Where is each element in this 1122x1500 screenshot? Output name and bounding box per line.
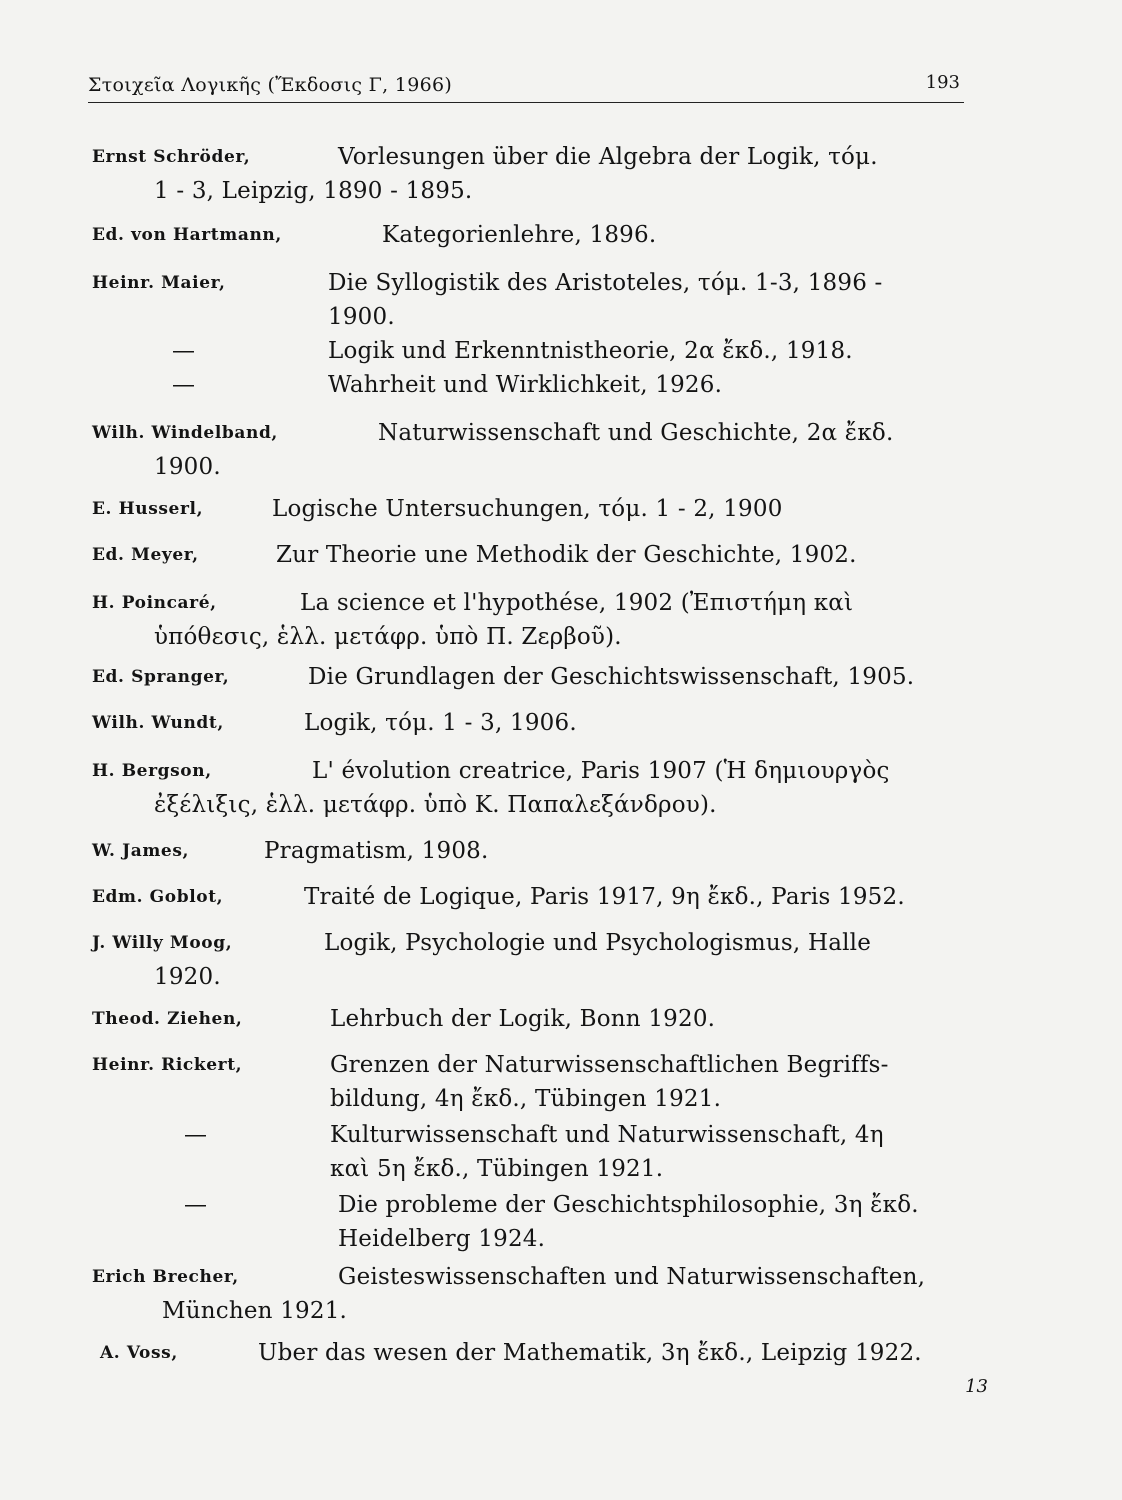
entry-line: 1 - 3, Leipzig, 1890 - 1895. <box>154 178 473 204</box>
entry-line: Heidelberg 1924. <box>338 1226 546 1252</box>
entry-author: Wilh. Windelband, <box>92 423 278 443</box>
ditto-dash: — <box>172 338 195 364</box>
entry-line: bildung, 4η ἔκδ., Tübingen 1921. <box>330 1086 722 1112</box>
entry-line: Die Grundlagen der Geschichtswissenschaft, 1905. <box>308 664 915 690</box>
entry-author: Wilh. Wundt, <box>92 713 224 733</box>
entry-author: Heinr. Maier, <box>92 273 226 293</box>
entry-line: 1900. <box>154 454 221 480</box>
entry-line: Logik, τόμ. 1 - 3, 1906. <box>304 710 577 736</box>
entry-line: Wahrheit und Wirklichkeit, 1926. <box>328 372 723 398</box>
ditto-dash: — <box>172 372 195 398</box>
entry-line: L' évolution creatrice, Paris 1907 (Ἡ δημιουργὸς <box>312 758 890 784</box>
entry-author: Ed. Spranger, <box>92 667 230 687</box>
entry-line: 1900. <box>328 304 395 330</box>
entry-line: Geisteswissenschaften und Naturwissenschaften, <box>338 1264 926 1290</box>
running-header <box>88 70 964 103</box>
entry-line: καὶ 5η ἔκδ., Tübingen 1921. <box>330 1156 664 1182</box>
entry-line: ἐξέλιξις, ἑλλ. μετάφρ. ὑπὸ Κ. Παπαλεξάνδρου). <box>154 792 717 818</box>
entry-author: H. Poincaré, <box>92 593 217 613</box>
entry-author: Ernst Schröder, <box>92 147 251 167</box>
page-number: 193 <box>925 72 960 93</box>
entry-author: E. Husserl, <box>92 499 204 519</box>
entry-line: 1920. <box>154 964 221 990</box>
entry-author: A. Voss, <box>100 1343 178 1363</box>
entry-line: Kulturwissenschaft und Naturwissenschaft, 4η <box>330 1122 884 1148</box>
entry-author: Theod. Ziehen, <box>92 1009 243 1029</box>
entry-line: Logische Untersuchungen, τόμ. 1 - 2, 1900 <box>272 496 783 522</box>
entry-line: Logik, Psychologie und Psychologismus, Halle <box>324 930 872 956</box>
ditto-dash: — <box>184 1122 207 1148</box>
entry-line: Zur Theorie une Methodik der Geschichte, 1902. <box>276 542 857 568</box>
entry-line: Grenzen der Naturwissenschaftlichen Begriffs- <box>330 1052 889 1078</box>
entry-author: H. Bergson, <box>92 761 212 781</box>
entry-line: Die Syllogistik des Aristoteles, τόμ. 1-3, 1896 - <box>328 270 883 296</box>
running-title: Στοιχεῖα Λογικῆς (Ἔκδοσις Γ, 1966) <box>88 74 453 96</box>
entry-line: Traité de Logique, Paris 1917, 9η ἔκδ., Paris 1952. <box>304 884 905 910</box>
signature-mark: 13 <box>965 1376 988 1397</box>
entry-line: Kategorienlehre, 1896. <box>382 222 657 248</box>
entry-line: Lehrbuch der Logik, Bonn 1920. <box>330 1006 716 1032</box>
entry-author: W. James, <box>92 841 190 861</box>
entry-line: La science et l'hypothése, 1902 (Ἐπιστήμη καὶ <box>300 590 854 616</box>
entry-line: Vorlesungen über die Algebra der Logik, τόμ. <box>338 144 878 170</box>
entry-line: Naturwissenschaft und Geschichte, 2α ἔκδ. <box>378 420 894 446</box>
entry-author: Heinr. Rickert, <box>92 1055 243 1075</box>
entry-author: J. Willy Moog, <box>92 933 233 953</box>
ditto-dash: — <box>184 1192 207 1218</box>
entry-line: Uber das wesen der Mathematik, 3η ἔκδ., Leipzig 1922. <box>258 1340 922 1366</box>
entry-author: Erich Brecher, <box>92 1267 239 1287</box>
entry-line: München 1921. <box>162 1298 348 1324</box>
entry-line: ὑπόθεσις, ἑλλ. μετάφρ. ὑπὸ Π. Ζερβοῦ). <box>154 624 622 650</box>
entry-author: Ed. Meyer, <box>92 545 199 565</box>
entry-line: Pragmatism, 1908. <box>264 838 489 864</box>
entry-author: Ed. von Hartmann, <box>92 225 282 245</box>
entry-line: Logik und Erkenntnistheorie, 2α ἔκδ., 1918. <box>328 338 853 364</box>
entry-author: Edm. Goblot, <box>92 887 224 907</box>
entry-line: Die probleme der Geschichtsphilosophie, 3η ἔκδ. <box>338 1192 919 1218</box>
